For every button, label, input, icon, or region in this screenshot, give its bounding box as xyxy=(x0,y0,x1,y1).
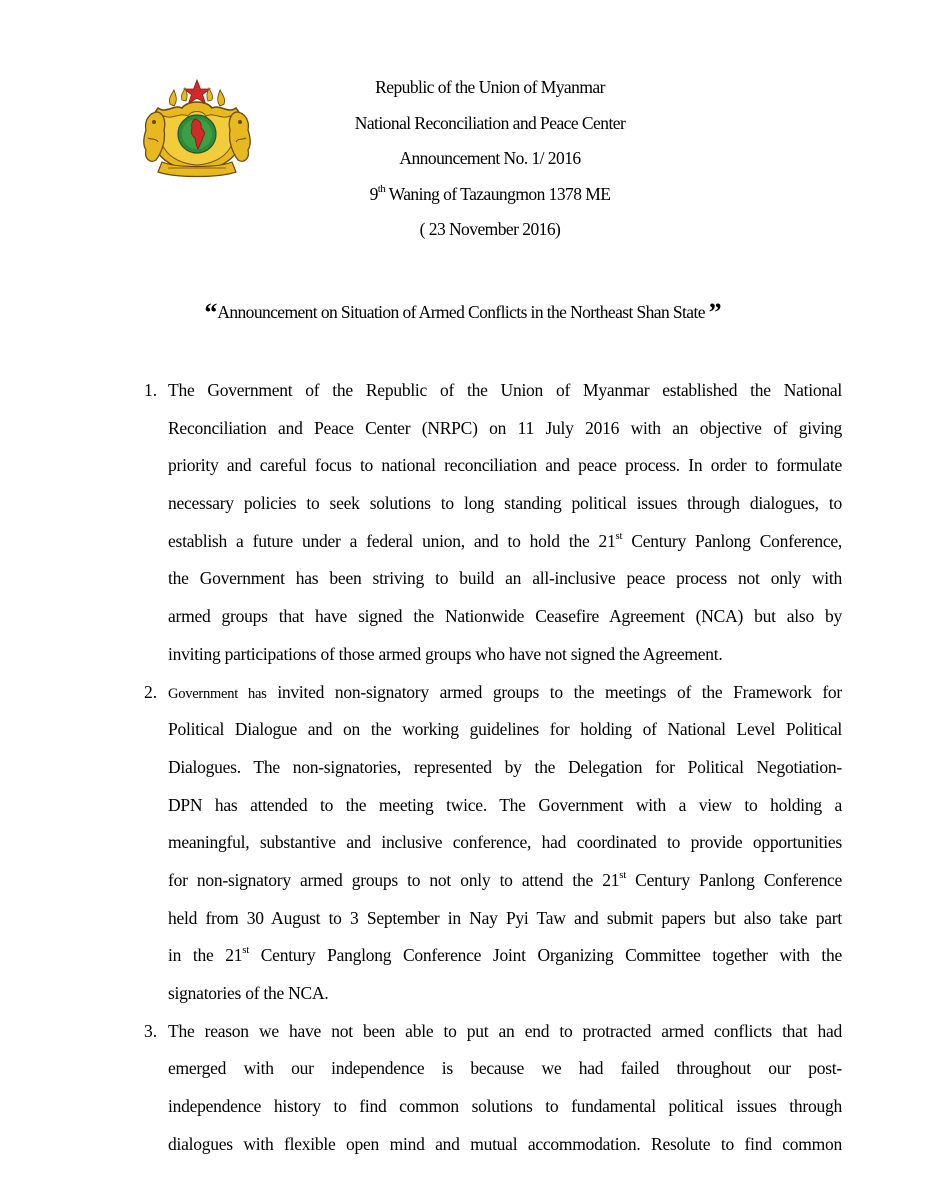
paragraph-line: signatories of the NCA. xyxy=(168,983,329,1003)
paragraph-item xyxy=(142,1013,842,1164)
header-gregorian-date: ( 23 November 2016) xyxy=(419,219,561,239)
paragraph-line: emerged with our independence is because we had failed throughout our post- xyxy=(168,1058,842,1079)
paragraph-line: Government has invited non-signatory armed groups to the meetings of the Framework for xyxy=(168,681,842,702)
paragraph-number: 3. xyxy=(144,1020,158,1041)
paragraph-number: 2. xyxy=(144,681,158,702)
paragraph-line: DPN has attended to the meeting twice. The Government with a view to holding a xyxy=(168,794,842,815)
header-country: Republic of the Union of Myanmar xyxy=(375,77,605,97)
announcement-title xyxy=(0,295,926,325)
header-lunar-date xyxy=(250,177,730,213)
lunar-day-suffix: th xyxy=(377,182,386,195)
header-announcement-number: Announcement No. 1/ 2016 xyxy=(399,148,581,168)
lunar-date-rest: Waning of Tazaungmon 1378 ME xyxy=(385,183,611,204)
paragraph-line: The Government of the Republic of the Union of Myanmar established the National xyxy=(168,380,842,400)
numbered-paragraphs xyxy=(142,372,842,1163)
paragraph-line: Dialogues. The non-signatories, represented by the Delegation for Political Negotiation- xyxy=(168,756,842,777)
seal-star-icon xyxy=(184,80,210,104)
paragraph-line: establish a future under a federal union, and to hold the 21st Century Panlong Conference, xyxy=(168,529,842,551)
document-header xyxy=(250,70,730,248)
paragraph-line: dialogues with flexible open mind and mutual accommodation. Resolute to find common xyxy=(168,1133,842,1154)
header-organization: National Reconciliation and Peace Center xyxy=(354,112,626,133)
paragraph-line: independence history to find common solutions to fundamental political issues through xyxy=(168,1096,842,1117)
paragraph-text xyxy=(168,674,842,1013)
paragraph-line: held from 30 August to 3 September in Nay Pyi Taw and submit papers but also take part xyxy=(168,907,842,928)
title-text: Announcement on Situation of Armed Conflicts in the Northeast Shan State xyxy=(217,302,709,322)
paragraph-line: the Government has been striving to build an all-inclusive peace process not only with xyxy=(168,568,842,589)
paragraph-line: priority and careful focus to national reconciliation and peace process. In order to formulate xyxy=(168,455,842,476)
paragraph-line: The reason we have not been able to put an end to protracted armed conflicts that had xyxy=(168,1020,842,1041)
paragraph-line: Political Dialogue and on the working guidelines for holding of National Level Political xyxy=(168,719,842,740)
open-quote: “ xyxy=(204,298,218,327)
paragraph-item xyxy=(142,674,842,1013)
close-quote: ” xyxy=(708,298,722,327)
paragraph-line: inviting participations of those armed groups who have not signed the Agreement. xyxy=(168,643,723,664)
lunar-day: 9 xyxy=(369,183,378,204)
paragraph-text xyxy=(168,1013,842,1164)
paragraph-text xyxy=(168,372,842,674)
state-seal-emblem xyxy=(140,78,254,180)
paragraph-line: in the 21st Century Panglong Conference Joint Organizing Committee together with the xyxy=(168,944,842,966)
paragraph-number: 1. xyxy=(144,380,158,400)
paragraph-line: Reconciliation and Peace Center (NRPC) on 11 July 2016 with an objective of giving xyxy=(168,417,842,438)
paragraph-line: necessary policies to seek solutions to long standing political issues through dialogues, to xyxy=(168,493,842,514)
paragraph-line: meaningful, substantive and inclusive conference, had coordinated to provide opportunities xyxy=(168,832,842,853)
paragraph-item xyxy=(142,372,842,674)
paragraph-line: for non-signatory armed groups to not only to attend the 21st Century Panlong Conference xyxy=(168,869,843,890)
paragraph-line: armed groups that have signed the Nationwide Ceasefire Agreement (NCA) but also by xyxy=(168,606,842,627)
